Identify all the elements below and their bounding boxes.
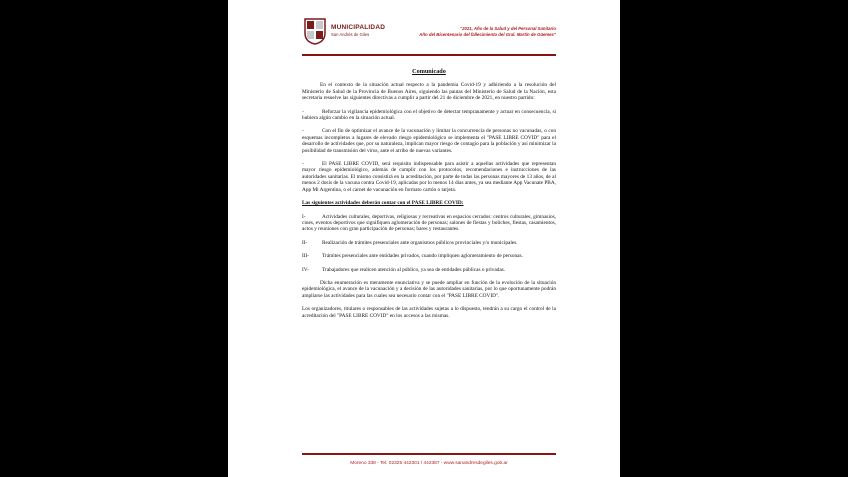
- document-body: [302, 69, 556, 326]
- municipal-logo-icon: [304, 17, 326, 45]
- item-marker: III-: [302, 253, 310, 260]
- activities-subheading: Las siguientes actividades deberán contar con el PASE LIBRE COVID:: [302, 200, 464, 207]
- org-name: MUNICIPALIDAD: [331, 24, 386, 31]
- municipality-name: [331, 24, 385, 37]
- closing-paragraph-1: Dicha enumeración es meramente enunciativa y se puede ampliar en función de la evolución de la situación epidemiológica, el avance de la vacunación y a decisión de las autoridades sanitarias, por lo que oportunamente podrán ampliarse las actividades para las cuales sea necesario contar con el "PASE LIBRE COVID".: [302, 279, 556, 299]
- item-text: Trabajadores que realicen atención al público, ya sea de entidades públicas o privadas.: [322, 266, 506, 273]
- document-page: [228, 0, 620, 477]
- footer-contact: Moreno 338 - Tel. 02325 442301 / 442387 - www.sanandresdegiles.gob.ar: [350, 461, 508, 466]
- slogan-line-1: "2021, Año de la Salud y del Personal Sanitario: [460, 26, 556, 31]
- header-divider: [302, 54, 556, 56]
- bullet-item: [302, 161, 556, 193]
- item-marker: IV-: [302, 266, 309, 273]
- bullet-marker: -: [302, 161, 304, 168]
- bullet-marker: -: [302, 108, 304, 115]
- bullet-text: Reforzar la vigilancia epidemiológica con el objetivo de detectar tempranamente y actuar en consecuencia, si hubiera algún cambio en la situación actual.: [302, 108, 556, 122]
- bullet-marker: -: [302, 128, 304, 135]
- activity-item: [302, 214, 556, 233]
- item-text: Actividades culturales, deportivas, religiosas y recreativas en espacios cerrados: centros culturales, gimnasios, cines, eventos deportivos que signifiquen aglomeración de personas; salones de fiestas y boliches, fiestas, casamientos, actos y reuniones con gran participación de personas; bares y restaurantes.: [302, 213, 556, 233]
- header-slogan: [419, 26, 556, 38]
- bullet-item: [302, 109, 556, 122]
- item-marker: I-: [302, 213, 306, 220]
- bullet-text: El PASE LIBRE COVID, será requisito indispensable para asistir a aquellas actividades que representan mayor riesgo epidemiológico, además de cumplir con los protocolos, recomendaciones e instrucciones de las autoridades sanitarias. El mismo consistirá en la acreditación, por parte de todas las personas mayores de 13 años, de al menos 2 dosis de la vacuna contra Covid-19, aplicadas por lo menos 14 días antes, ya sea mediante App Vacunate PBA, App Mi Argentina, o el carnet de vacunación en formato cartón o tarjeta.: [302, 161, 556, 193]
- bullet-item: [302, 128, 556, 154]
- item-marker: II-: [302, 239, 308, 246]
- activity-item: [302, 240, 556, 246]
- activity-item: [302, 253, 556, 259]
- slogan-line-2: Año del Bicentenario del fallecimiento del Gral. Martín de Güemes": [419, 32, 556, 37]
- document-title: Comunicado: [412, 68, 446, 75]
- item-text: Realización de trámites presenciales ante organismos públicos provinciales y/o municipales.: [322, 239, 518, 246]
- org-subtitle: San Andrés de Giles: [331, 32, 370, 37]
- bullet-text: Con el fin de optimizar el avance de la vacunación y limitar la concurrencia de personas no vacunadas, o con esquemas incompletos a lugares de elevado riesgo epidemiológico se implementa el "PASE LIBRE COVID" para el desarrollo de actividades que, por su naturaleza, implican mayor riesgo de contagio para la población y así minimizar la posibilidad de transmisión del virus, ante el arribo de nuevas variantes.: [302, 128, 556, 154]
- closing-paragraph-2: Los organizadores, titulares o responsables de las actividades sujetas a lo dispuesto, tendrán a su cargo el control de la acreditación del "PASE LIBRE COVID" en los accesos a las mismas.: [302, 306, 556, 319]
- activity-item: [302, 267, 556, 273]
- intro-paragraph: En el contexto de la situación actual respecto a la pandemia Covid-19 y adhiriendo a la resolución del Ministerio de Salud de la Provincia de Buenos Aires, siguiendo las pautas del Ministerio de Salud de la Nación, esta secretaria resuelve las siguientes directivas a cumplir a partir del 21 de diciembre de 2021, en nuestro partido:: [302, 82, 556, 102]
- footer-divider: [302, 453, 556, 455]
- item-text: Trámites presenciales ante entidades privados, cuando impliquen aglomeramiento de personas.: [322, 253, 523, 260]
